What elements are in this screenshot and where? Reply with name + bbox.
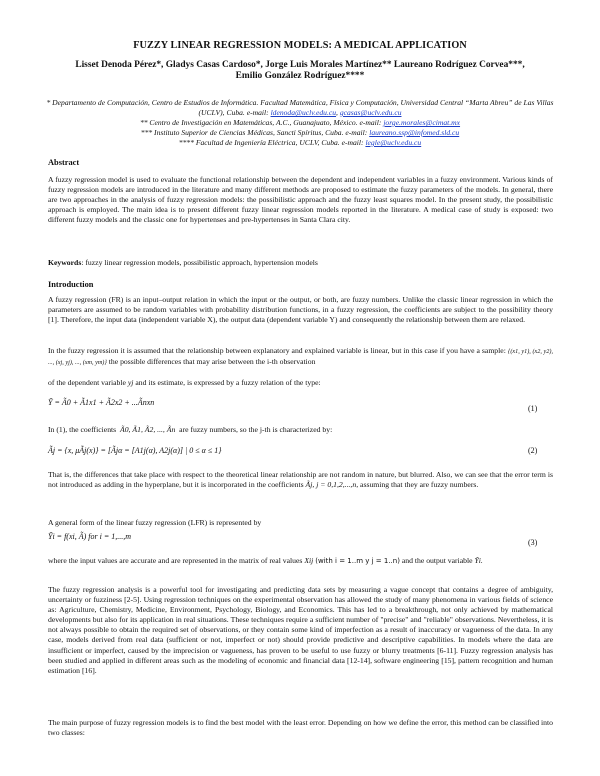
- equation-1-number: (1): [528, 404, 538, 413]
- email-link-gcasas[interactable]: gcasas@uclv.edu.cu: [339, 108, 402, 117]
- intro-paragraph-8: The main purpose of fuzzy regression models is to find the best model with the least error. Depending on how we define the error, this method can be classified into two classes:: [48, 718, 553, 738]
- keywords-text: : fuzzy linear regression models, possibilistic approach, hypertension models: [81, 258, 318, 267]
- author-line-2: Emilio González Rodríguez****: [235, 71, 365, 81]
- intro-p3-text-b: are fuzzy numbers, so the j-th is characterized by:: [179, 425, 333, 434]
- paper-title: FUZZY LINEAR REGRESSION MODELS: A MEDICAL APPLICATION: [133, 40, 467, 51]
- intro-paragraph-5: A general form of the linear fuzzy regression (LFR) is represented by: [48, 518, 262, 527]
- intro-p6-text-a: where the input values are accurate and are represented in the matrix of real values: [48, 556, 303, 565]
- email-separator: ,: [336, 108, 340, 117]
- intro-p4-text-a: That is, the differences that take place with respect to the theoretical linear relationship are not random in nature, but blurred. Also, we can see that the error term is not introduced as adding in the hyperplane, but it is incorporated in the coefficients: [48, 470, 553, 490]
- affiliation-1: [40, 98, 560, 118]
- equation-2: Ãj = {x, μÃj(x)} = [Ãjα = [A1j(α), A2j(α)] | 0 ≤ α ≤ 1}: [48, 446, 222, 455]
- email-link-laureano[interactable]: laureano.ssp@infomed.sld.cu: [369, 128, 460, 137]
- email-link-morales[interactable]: jorge.morales@cimat.mx: [383, 118, 461, 127]
- intro-p2-text-c: of the dependent variable: [48, 378, 126, 387]
- author-list: [20, 60, 580, 82]
- abstract-body: A fuzzy regression model is used to evaluate the functional relationship between the dependent and independent variables in a fuzzy environment. Various kinds of fuzzy regression models are introduced in the literature and many different methods are proposed to estimate the fuzzy parameters of the models. In general, there are two approaches in the analysis of fuzzy regression models: the possibilistic approach and the fuzzy least squares model. In the present study, the possibilistic approach is employed. The main idea is to present different fuzzy linear regression models reported in the literature. A medical case of study is exposed: two different fuzzy models and the classic one for hypertenses and pre-hypertenses in Santa Clara city.: [48, 175, 553, 225]
- affiliations: [40, 98, 560, 148]
- intro-paragraph-2-cont: [48, 378, 553, 388]
- affiliation-4-text: **** Facultad de Ingeniería Eléctrica, UCLV, Cuba. e-mail:: [178, 138, 366, 147]
- symbol-xij: Xij: [304, 556, 314, 565]
- intro-p3-text-a: In (1), the coefficients: [48, 425, 117, 434]
- symbol-yj: yj: [127, 378, 134, 387]
- keywords-label: Keywords: [48, 258, 82, 267]
- equation-3: Ỹi = f(xi, Ã) for i = 1,...,m: [48, 532, 132, 541]
- intro-paragraph-4: [48, 470, 553, 490]
- intro-paragraph-6: [48, 556, 553, 566]
- affiliation-2: [40, 118, 560, 128]
- equation-3-number: (3): [528, 538, 538, 547]
- author-line-1: Lisset Denoda Pérez*, Gladys Casas Cardoso*, Jorge Luis Morales Martínez** Laureano Rodríguez Corvea***,: [75, 60, 525, 70]
- intro-p6-text-b: and the output variable: [401, 556, 473, 565]
- intro-p2-text-b: the possible differences that may arise between the i-th observation: [108, 357, 316, 367]
- index-range: (with i = 1..m y j = 1..n): [315, 557, 400, 565]
- intro-paragraph-3: [48, 425, 553, 435]
- equation-1: Ỹ = Ã0 + Ã1x1 + Ã2x2 + ...Ãnxn: [48, 398, 155, 407]
- symbol-aj: Ãj, j = 0,1,2,...,n: [305, 480, 357, 490]
- affiliation-3-text: *** Instituto Superior de Ciencias Médicas, Sancti Spíritus, Cuba. e-mail:: [140, 128, 370, 137]
- intro-paragraph-7: The fuzzy regression analysis is a powerful tool for investigating and predicting data sets by measuring a vague concept that contains a degree of ambiguity, uncertainty or fuzziness [2-5]. Using regression techniques on the experimental observation has allowed the study of many phenomena in various fields of science as: Agriculture, Chemistry, Medicine, Environment, Psychology, Biology, and Economics. This has led to a breakthrough, not only achieved by mathematical developments but also for its application in real situations. These techniques require a sufficient number of "precise" and "reliable" observations. Nevertheless, it is not always possible to obtain the required set of observations, or they contain some kind of imperfection as a result of inaccuracy or vagueness of the data. In any case, models derived from real data (sufficient or not, imperfect or not) should provide predictive and descriptive capabilities. In models where the data are insufficient or imperfect, caused by the imprecision or vagueness, has proven to be useful to use fuzzy or blurry treatments [6-11]. Fuzzy regression analysis has been studied and applied in different areas such as the modeling of economic and financial data [12-14], software engineering [15], pattern recognition and human estimation [16].: [48, 585, 553, 675]
- introduction-heading: Introduction: [48, 280, 94, 289]
- sample-set: {(x1, y1), (x2, y2), ..., (xj, yj), ..., (xm, ym)}: [48, 348, 554, 367]
- affiliation-4: [40, 138, 560, 148]
- affiliation-1-text: * Departamento de Computación, Centro de Estudios de Informática. Facultad Matemática, Física y Computación, Universidad Central “Marta Abreu” de Las Villas (UCLV), Cuba. e-mail:: [46, 98, 554, 117]
- equation-2-number: (2): [528, 446, 538, 455]
- affiliation-2-text: ** Centro de Investigación en Matemáticas, A.C., Guanajuato, México. e-mail:: [139, 118, 384, 127]
- intro-p2-text-a: In the fuzzy regression it is assumed that the relationship between explanatory and explained variable is linear, but in this case if you have a sample:: [48, 346, 506, 355]
- email-link-ldenoda[interactable]: ldenoda@uclv.edu.cu: [270, 108, 337, 117]
- intro-paragraph-1: A fuzzy regression (FR) is an input–output relation in which the input or the output, or both, are fuzzy numbers. Unlike the classic linear regression in which the parameters are assumed to be random variables with probability distribution functions, in a fuzzy regression, the coefficients are subject to the possibility theory [1]. Therefore, the input data (independent variable X), the output data (dependent variable Y) and consequently the relationship between them are relaxed.: [48, 295, 553, 325]
- coefficient-list: Ã0, Ã1, Ã2, ..., Ãn: [120, 425, 176, 434]
- keywords-line: [48, 258, 553, 268]
- intro-paragraph-2: [48, 346, 553, 368]
- affiliation-3: [40, 128, 560, 138]
- symbol-yi: Ỹi.: [474, 556, 483, 565]
- abstract-heading: Abstract: [48, 158, 80, 167]
- intro-p2-text-d: and its estimate, is expressed by a fuzzy relation of the type:: [135, 378, 321, 387]
- intro-p4-text-b: , assuming that they are fuzzy numbers.: [356, 480, 479, 490]
- email-link-legle[interactable]: legle@uclv.edu.cu: [365, 138, 422, 147]
